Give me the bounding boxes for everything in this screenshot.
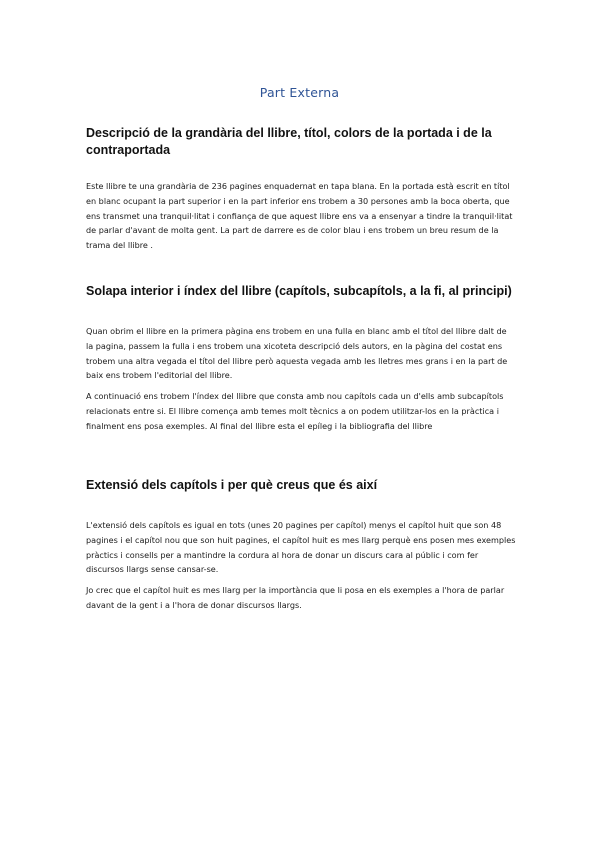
section-description xyxy=(86,125,516,253)
section-chapters xyxy=(86,477,516,613)
paragraph: Quan obrim el llibre en la primera pàgina ens trobem en una fulla en blanc amb el títol del llibre dalt de la pagina, passem la fulla i ens trobem una xicoteta descripció dels autors, en la pàgina del costat ens trobem una altra vegada el títol del llibre però aquesta vegada amb les lletres mes grans i en la part de baix ens trobem l'editorial del llibre. xyxy=(86,326,508,381)
paragraph: Este llibre te una grandària de 236 pagines enquadernat en tapa blana. En la portada està escrit en títol en blanc ocupant la part superior i en la part inferior ens trobem a 30 persones amb la boca oberta, que ens transmet una tranquil·litat i confiança de que aquest llibre ens va a ensenyar a tindre la tranquil·litat de parlar d'avant de molta gent. La part de darrere es de color blau i ens trobem un breu resum de la trama del llibre . xyxy=(86,181,513,251)
section-index xyxy=(86,283,516,434)
paragraph: Jo crec que el capítol huit es mes llarg per la importància que li posa en els exemples a l'hora de parlar davant de la gent i a l'hora de donar discursos llargs. xyxy=(86,585,505,610)
section-heading: Solapa interior i índex del llibre (capítols, subcapítols, a la fi, al principi) xyxy=(86,284,512,298)
paragraph: L'extensió dels capítols es igual en tots (unes 20 pagines per capítol) menys el capítol huit que son 48 pagines i el capítol nou que son huit pagines, el capítol huit es mes llarg perquè ens posen mes exemples pràctics i consells per a mantindre la cordura al hora de donar un discurs cara al públic i com fer discursos llargs sense cansar-se. xyxy=(86,520,516,575)
section-body xyxy=(86,324,516,434)
document-title: Part Externa xyxy=(259,85,340,100)
paragraph: A continuació ens trobem l'índex del llibre que consta amb nou capítols cada un d'ells amb subcapítols relacionats entre si. El llibre comença amb temes molt tècnics a on podem utilitzar-los en la pràctica i finalment ens posa exemples. Al final del llibre esta el epíleg i la bibliografia del llibre xyxy=(86,391,504,431)
section-body xyxy=(86,518,516,613)
section-heading: Extensió dels capítols i per què creus que és així xyxy=(86,478,378,492)
section-heading: Descripció de la grandària del llibre, títol, colors de la portada i de la contraportada xyxy=(86,126,492,157)
section-body xyxy=(86,179,516,253)
